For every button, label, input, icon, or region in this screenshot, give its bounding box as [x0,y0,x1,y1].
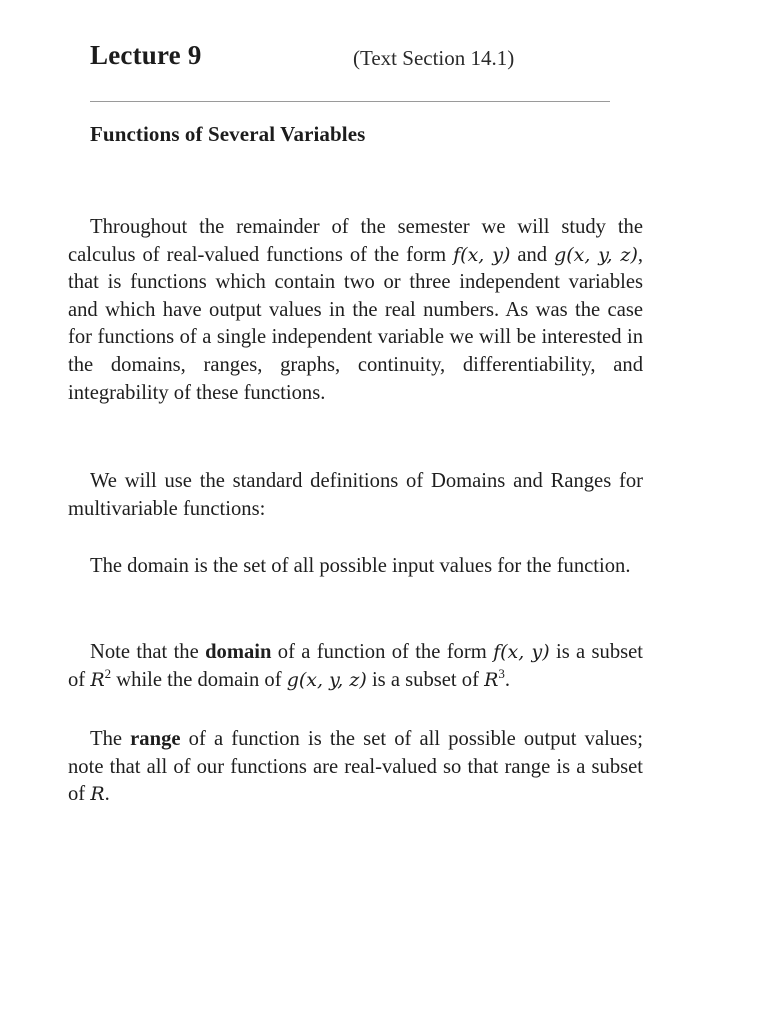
math-g-xyz: g(x, y, z) [554,243,638,266]
text-run: and [510,243,555,266]
text-run: . [104,783,110,806]
section-title: Functions of Several Variables [90,122,366,146]
section-reference: (Text Section 14.1) [353,46,515,70]
text-run: Throughout the remainder of the semester we will study the calculus of real-valued functions of the form [68,216,643,266]
text-run: while the domain of [111,668,287,691]
text-run: Note that the [90,641,206,663]
superscript-3: 3 [498,665,505,681]
paragraph-domain-definition: The domain is the set of all possible input values for the function. [90,555,631,577]
paragraph-intro [68,214,643,407]
paragraph-range-definition [68,726,643,809]
term-domain: domain [205,641,272,663]
header-divider [90,101,610,102]
lecture-title: Lecture 9 [90,40,202,70]
superscript-2: 2 [104,665,112,681]
paragraph-definitions: We will use the standard definitions of Domains and Ranges for multivariable functions: [68,470,643,520]
text-run: of a function of the form [271,641,494,663]
text-run: The [90,728,131,750]
text-run: of a function is the set of all possible output values; note that all of our functions are real-valued so that range is a subset of [68,728,643,806]
page-header [90,40,610,80]
math-r: R [90,668,105,691]
text-run: is a subset of [366,668,485,691]
text-run: , that is functions which contain two or three independent variables and which have output values in the real numbers. As was the case for functions of a single independent variable we will be interested in the domains, ranges, graphs, continuity, differentiability, and integrability of these functions. [68,243,644,404]
text-run: . [504,668,511,691]
term-range: range [130,728,181,750]
math-g-xyz: g(x, y, z) [286,668,367,691]
math-f-xy: f(x, y) [493,641,550,663]
math-r: R [484,668,499,691]
math-f-xy: f(x, y) [453,243,511,266]
text-run: is a subset of [68,641,643,691]
paragraph-domain-note [68,639,643,694]
math-r: R [90,783,105,806]
